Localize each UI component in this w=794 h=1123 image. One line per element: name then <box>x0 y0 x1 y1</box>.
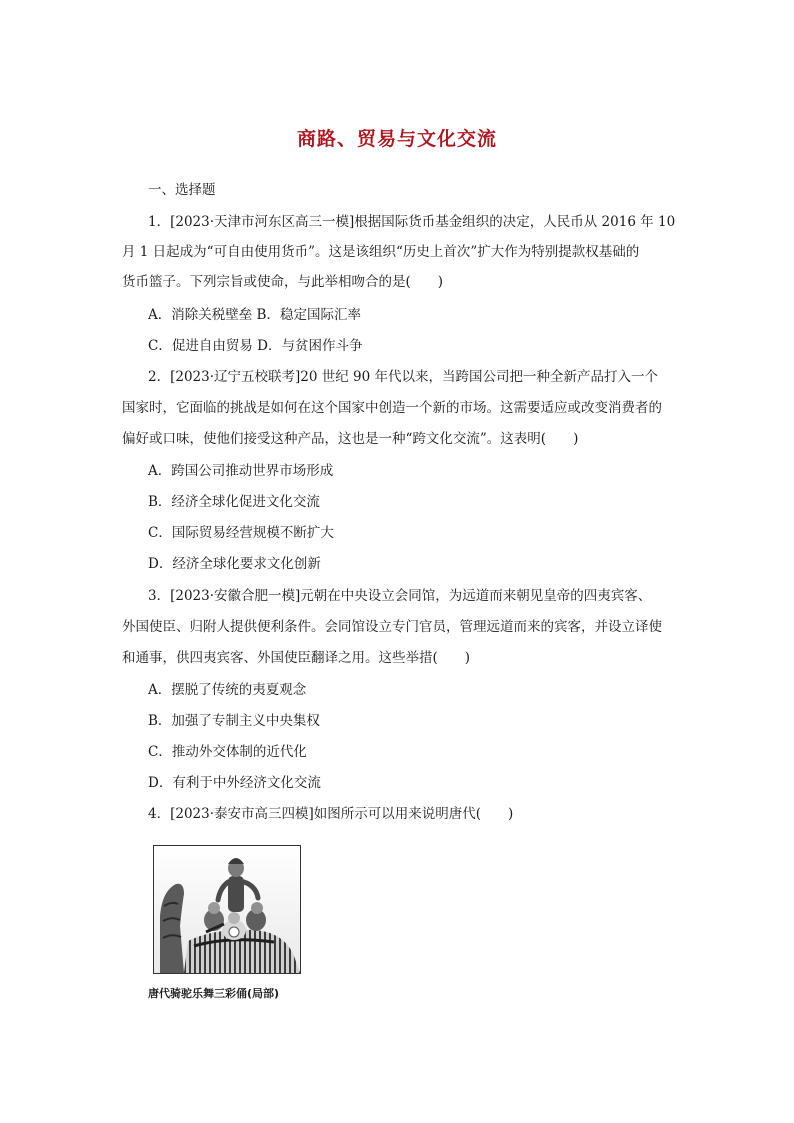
section-heading: 一、选择题 <box>148 182 216 198</box>
figure-caption: 唐代骑驼乐舞三彩俑(局部) <box>148 987 280 1000</box>
question-3-option-d: D．有利于中外经济文化交流 <box>148 775 321 791</box>
question-2-option-c: C．国际贸易经营规模不断扩大 <box>148 525 334 541</box>
question-1-line-3: 货币篮子。下列宗旨或使命，与此举相吻合的是( ) <box>122 274 444 290</box>
question-3-line-1: 3．[2023·安徽合肥一模]元朝在中央设立会同馆，为远道而来朝见皇帝的四夷宾客、 <box>148 588 652 604</box>
camel-figurine-image <box>154 846 300 973</box>
question-2-line-1: 2．[2023·辽宁五校联考]20 世纪 90 年代以来，当跨国公司把一种全新产品打入一个 <box>148 369 658 385</box>
question-1-option-ab: A．消除关税壁垒 B．稳定国际汇率 <box>148 307 361 323</box>
question-2-option-d: D．经济全球化要求文化创新 <box>148 556 321 572</box>
question-2-option-a: A．跨国公司推动世界市场形成 <box>148 463 334 479</box>
question-1-option-cd: C．促进自由贸易 D．与贫困作斗争 <box>148 338 363 354</box>
question-3-option-a: A．摆脱了传统的夷夏观念 <box>148 682 307 698</box>
question-1-line-2: 月 1 日起成为“可自由使用货币”。这是该组织“历史上首次”扩大作为特别提款权基础的 <box>122 244 640 260</box>
question-3-option-b: B．加强了专制主义中央集权 <box>148 713 320 729</box>
question-3-line-3: 和通事，供四夷宾客、外国使臣翻译之用。这些举措( ) <box>122 650 471 666</box>
question-1-line-1: 1．[2023·天津市河东区高三一模]根据国际货币基金组织的决定，人民币从 2016 年 10 <box>148 214 676 230</box>
question-3-line-2: 外国使臣、归附人提供便利条件。会同馆设立专门官员，管理远道而来的宾客，并设立译使 <box>122 619 662 635</box>
question-2-option-b: B．经济全球化促进文化交流 <box>148 494 320 510</box>
question-4-line-1: 4．[2023·泰安市高三四模]如图所示可以用来说明唐代( ) <box>148 806 514 822</box>
question-2-line-2: 国家时，它面临的挑战是如何在这个国家中创造一个新的市场。这需要适应或改变消费者的 <box>122 400 662 416</box>
figurine-photo <box>153 845 301 974</box>
page-title: 商路、贸易与文化交流 <box>296 128 497 150</box>
question-3-option-c: C．推动外交体制的近代化 <box>148 744 307 760</box>
question-2-line-3: 偏好或口味，使他们接受这种产品，这也是一种“跨文化交流”。这表明( ) <box>122 431 579 447</box>
